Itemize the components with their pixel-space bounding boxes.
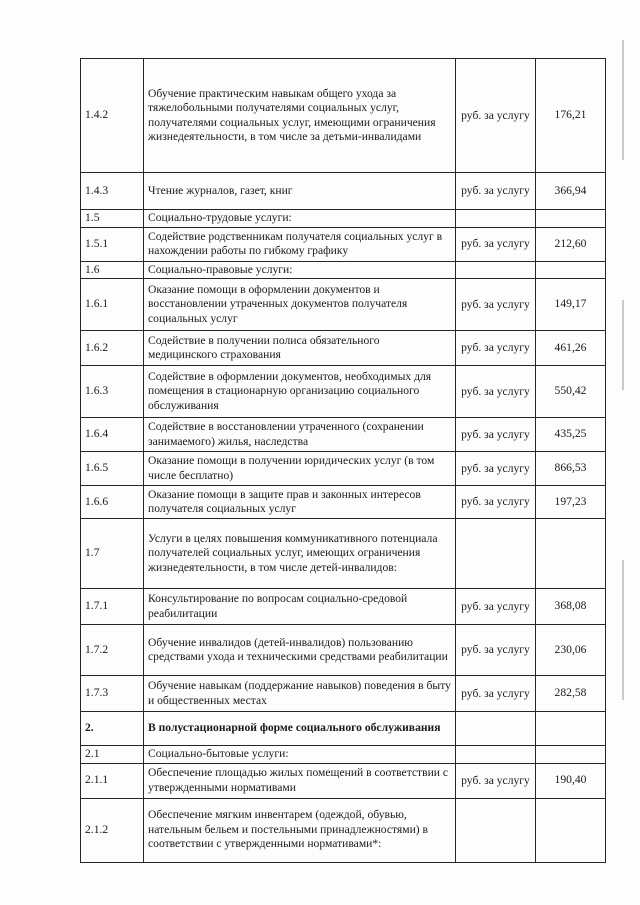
row-unit: руб. за услугу bbox=[456, 676, 536, 712]
row-service-name: Содействие в оформлении документов, необходимых для помещения в стационарную организацию социального обслуживания bbox=[144, 366, 456, 418]
row-code: 2.1.1 bbox=[81, 763, 144, 798]
row-unit: руб. за услугу bbox=[456, 59, 536, 173]
row-code: 1.6.5 bbox=[81, 452, 144, 486]
row-service-name: Обеспечение площадью жилых помещений в соответствии с утвержденными нормативами bbox=[144, 763, 456, 798]
row-code: 1.5 bbox=[81, 210, 144, 228]
row-unit bbox=[456, 746, 536, 764]
row-code: 1.4.3 bbox=[81, 173, 144, 210]
row-unit: руб. за услугу bbox=[456, 279, 536, 331]
table-row bbox=[81, 519, 606, 589]
table-row bbox=[81, 418, 606, 452]
row-price bbox=[536, 712, 606, 746]
row-service-name: Содействие в восстановлении утраченного (сохранении занимаемого) жилья, наследства bbox=[144, 418, 456, 452]
table-row bbox=[81, 746, 606, 764]
row-code: 1.6.3 bbox=[81, 366, 144, 418]
table-row bbox=[81, 798, 606, 862]
scan-edge-mark bbox=[622, 40, 624, 160]
table-row bbox=[81, 331, 606, 366]
row-unit: руб. за услугу bbox=[456, 625, 536, 676]
table-row bbox=[81, 366, 606, 418]
scan-edge-mark bbox=[622, 300, 624, 390]
table-row bbox=[81, 227, 606, 261]
row-price: 282,58 bbox=[536, 676, 606, 712]
row-code: 1.6.6 bbox=[81, 486, 144, 519]
row-price bbox=[536, 519, 606, 589]
row-service-name: Обучение навыкам (поддержание навыков) поведения в быту и общественных местах bbox=[144, 676, 456, 712]
row-service-name: Оказание помощи в оформлении документов и восстановлении утраченных документов получателя социальных услуг bbox=[144, 279, 456, 331]
row-price bbox=[536, 210, 606, 228]
table-row bbox=[81, 173, 606, 210]
row-unit: руб. за услугу bbox=[456, 486, 536, 519]
row-code: 1.6.2 bbox=[81, 331, 144, 366]
row-service-name: Социально-бытовые услуги: bbox=[144, 746, 456, 764]
row-code: 2.1.2 bbox=[81, 798, 144, 862]
row-unit bbox=[456, 261, 536, 279]
row-code: 1.7 bbox=[81, 519, 144, 589]
row-unit: руб. за услугу bbox=[456, 173, 536, 210]
row-service-name: Социально-правовые услуги: bbox=[144, 261, 456, 279]
row-price: 212,60 bbox=[536, 227, 606, 261]
services-price-table bbox=[80, 58, 606, 863]
table-row bbox=[81, 589, 606, 625]
row-price: 368,08 bbox=[536, 589, 606, 625]
table-row bbox=[81, 261, 606, 279]
row-service-name: Консультирование по вопросам социально-средовой реабилитации bbox=[144, 589, 456, 625]
table-row bbox=[81, 452, 606, 486]
row-price: 230,06 bbox=[536, 625, 606, 676]
table-row bbox=[81, 279, 606, 331]
row-code: 2. bbox=[81, 712, 144, 746]
row-code: 1.6 bbox=[81, 261, 144, 279]
row-price: 149,17 bbox=[536, 279, 606, 331]
row-service-name: Обучение инвалидов (детей-инвалидов) пользованию средствами ухода и техническими средствами реабилитации bbox=[144, 625, 456, 676]
row-code: 1.6.1 bbox=[81, 279, 144, 331]
row-service-name: В полустационарной форме социального обслуживания bbox=[144, 712, 456, 746]
row-service-name: Содействие родственникам получателя социальных услуг в нахождении работы по гибкому графику bbox=[144, 227, 456, 261]
row-unit: руб. за услугу bbox=[456, 418, 536, 452]
row-service-name: Оказание помощи в защите прав и законных интересов получателя социальных услуг bbox=[144, 486, 456, 519]
table-row bbox=[81, 712, 606, 746]
table-row bbox=[81, 210, 606, 228]
row-unit bbox=[456, 798, 536, 862]
row-service-name: Социально-трудовые услуги: bbox=[144, 210, 456, 228]
row-code: 1.7.2 bbox=[81, 625, 144, 676]
row-unit bbox=[456, 712, 536, 746]
row-code: 1.4.2 bbox=[81, 59, 144, 173]
row-unit: руб. за услугу bbox=[456, 589, 536, 625]
row-code: 1.6.4 bbox=[81, 418, 144, 452]
row-unit: руб. за услугу bbox=[456, 227, 536, 261]
row-code: 1.7.3 bbox=[81, 676, 144, 712]
row-unit: руб. за услугу bbox=[456, 331, 536, 366]
row-price: 435,25 bbox=[536, 418, 606, 452]
row-price: 197,23 bbox=[536, 486, 606, 519]
row-service-name: Содействие в получении полиса обязательного медицинского страхования bbox=[144, 331, 456, 366]
row-unit: руб. за услугу bbox=[456, 366, 536, 418]
row-service-name: Чтение журналов, газет, книг bbox=[144, 173, 456, 210]
row-service-name: Оказание помощи в получении юридических услуг (в том числе бесплатно) bbox=[144, 452, 456, 486]
row-code: 1.5.1 bbox=[81, 227, 144, 261]
row-price: 366,94 bbox=[536, 173, 606, 210]
row-unit bbox=[456, 519, 536, 589]
row-code: 2.1 bbox=[81, 746, 144, 764]
row-service-name: Услуги в целях повышения коммуникативного потенциала получателей социальных услуг, имеющих ограничения жизнедеятельности, в том числе детей-инвалидов: bbox=[144, 519, 456, 589]
row-price bbox=[536, 746, 606, 764]
table-row bbox=[81, 625, 606, 676]
row-price: 866,53 bbox=[536, 452, 606, 486]
row-code: 1.7.1 bbox=[81, 589, 144, 625]
row-price bbox=[536, 261, 606, 279]
table-row bbox=[81, 59, 606, 173]
row-unit bbox=[456, 210, 536, 228]
row-price: 190,40 bbox=[536, 763, 606, 798]
row-price: 176,21 bbox=[536, 59, 606, 173]
table-row bbox=[81, 763, 606, 798]
row-price: 550,42 bbox=[536, 366, 606, 418]
row-unit: руб. за услугу bbox=[456, 763, 536, 798]
row-service-name: Обеспечение мягким инвентарем (одеждой, обувью, нательным бельем и постельными принадлежностями) в соответствии с утвержденными нормативами*: bbox=[144, 798, 456, 862]
row-unit: руб. за услугу bbox=[456, 452, 536, 486]
table-row bbox=[81, 486, 606, 519]
scan-edge-mark bbox=[622, 560, 624, 700]
row-service-name: Обучение практическим навыкам общего ухода за тяжелобольными получателями социальных услуг, получателями социальных услуг, имеющими ограничения жизнедеятельности, в том числе за детьми-инвалидами bbox=[144, 59, 456, 173]
row-price bbox=[536, 798, 606, 862]
table-row bbox=[81, 676, 606, 712]
row-price: 461,26 bbox=[536, 331, 606, 366]
